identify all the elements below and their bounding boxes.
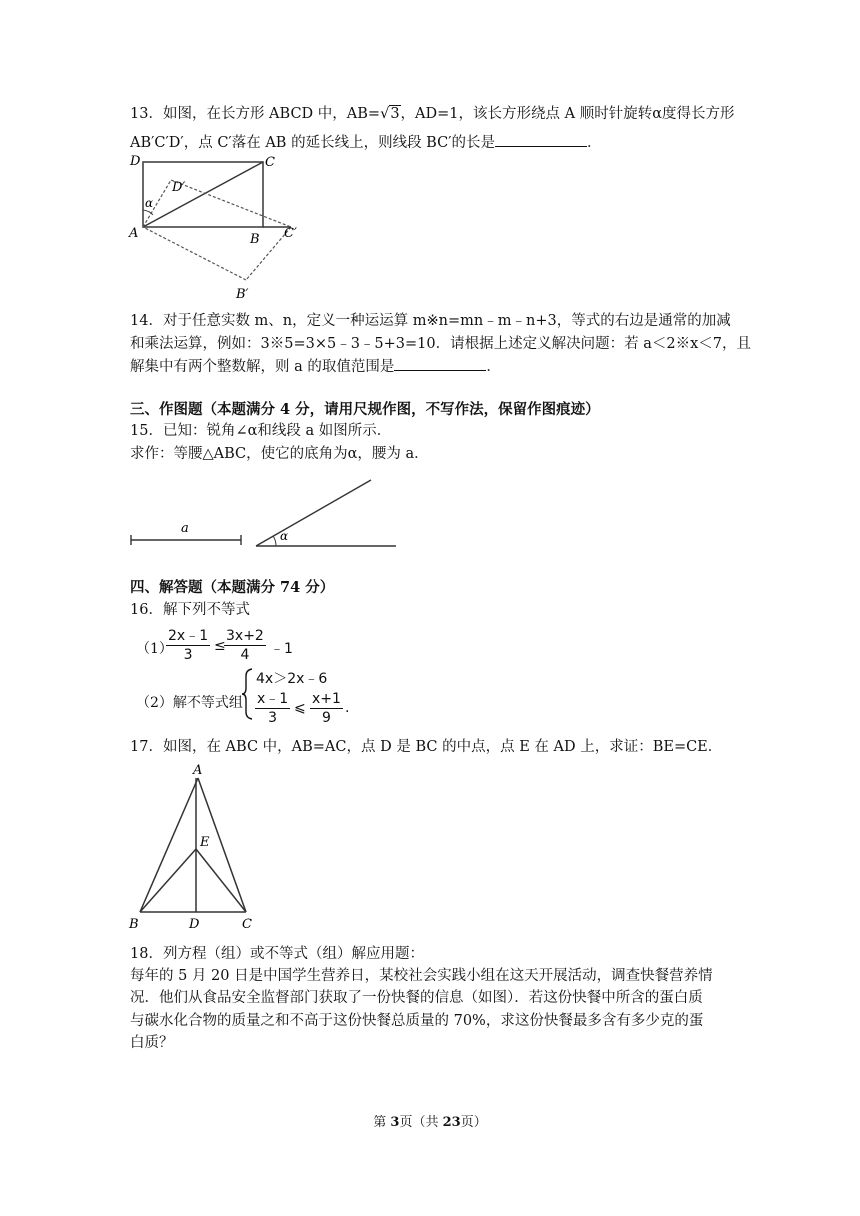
fraction-denominator: 3	[183, 647, 193, 663]
fraction-numerator: 3x+2	[226, 628, 264, 644]
q13-figure	[128, 155, 308, 305]
section-3-heading: 三、作图题（本题满分 4 分，请用尺规作图，不写作法，保留作图痕迹）	[130, 401, 600, 418]
q16-p1-fraction-left	[166, 627, 210, 664]
q18-line3: 与碳水化合物的质量之和不高于这份快餐总质量的 70%，求这份快餐最多含有多少克的蛋	[130, 1013, 704, 1029]
label-a: a	[181, 521, 189, 536]
q15-figure	[128, 470, 408, 560]
q18-line4: 白质？	[130, 1035, 174, 1051]
q16-part1-label: （1）	[136, 641, 173, 657]
q18-line2: 况．他们从食品安全监督部门获取了一份快餐的信息（如图）．若这份快餐中所含的蛋白质	[130, 990, 703, 1006]
q14-line1: 14．对于任意实数 m、n，定义一种运运算 m※n=mn﹣m﹣n+3，等式的右边是通常的加减	[130, 313, 731, 329]
label-c: C	[265, 155, 275, 170]
q14-text: 解集中有两个整数解，则 a 的取值范围是	[130, 359, 395, 375]
label-d: D	[130, 154, 141, 169]
label-d-prime: D′	[172, 180, 186, 195]
page-number: 3	[390, 1115, 400, 1130]
label-b: B	[250, 232, 260, 247]
page-footer	[0, 1111, 860, 1130]
q16-p2-fraction-right	[310, 690, 343, 727]
fraction-numerator: 2x﹣1	[168, 628, 209, 644]
fraction-denominator: 9	[322, 710, 331, 726]
q14-end: ．	[486, 359, 501, 375]
fraction-denominator: 3	[268, 710, 278, 726]
q14-line2: 和乘法运算，例如：3※5=3×5﹣3﹣5+3=10．请根据上述定义解决问题：若 a＜2※x＜7，且	[130, 336, 752, 352]
label-alpha: α	[145, 196, 154, 210]
q14-line3	[130, 356, 501, 377]
seg-dc-prime	[171, 180, 291, 227]
segment-be	[140, 849, 196, 912]
angle-arc	[273, 536, 276, 546]
q16-title: 16．解下列不等式	[130, 602, 250, 618]
label-b-prime: B′	[236, 287, 249, 302]
q17-text: 17．如图，在 ABC 中，AB=AC，点 D 是 BC 的中点，点 E 在 AD 上，求证：BE=CE．	[130, 739, 723, 755]
q13-end: ．	[586, 135, 602, 151]
page-total: 23	[442, 1115, 461, 1130]
fraction-numerator: x+1	[312, 691, 341, 707]
q13-text-c: AB′C′D′，点 C′落在 AB 的延长线上，则线段 BC′的长是	[130, 135, 495, 151]
sqrt-radicand: 3	[390, 106, 400, 122]
q13-line2	[130, 132, 601, 153]
q13-text-a: 13．如图，在长方形 ABCD 中，AB=	[130, 106, 381, 122]
label-e: E	[200, 835, 210, 850]
diagonal-ac	[143, 162, 263, 227]
q18-line1: 每年的 5 月 20 日是中国学生营养日，某校社会实践小组在这天开展活动，调查快餐营养情	[130, 968, 713, 984]
footer-pre: 第	[373, 1115, 391, 1130]
q16-p2-inequality1: 4x＞2x﹣6	[256, 671, 328, 687]
footer-post: 页）	[460, 1115, 487, 1130]
q16-p1-le-sign: ≤	[214, 638, 226, 654]
label-d: D	[189, 917, 200, 932]
system-brace	[242, 668, 254, 720]
sqrt-expression: √3	[380, 106, 400, 122]
q17-figure	[128, 762, 268, 934]
answer-blank[interactable]	[394, 356, 486, 371]
fraction-denominator: 4	[240, 647, 250, 663]
segment-ce	[196, 849, 246, 912]
label-a: A	[129, 226, 139, 241]
footer-mid: 页（共	[399, 1115, 443, 1130]
q15-line2: 求作：等腰△ABC，使它的底角为α，腰为 a．	[130, 446, 429, 462]
label-c-prime: C′	[284, 226, 297, 241]
section-4-heading: 四、解答题（本题满分 74 分）	[130, 579, 335, 596]
q16-p2-le-sign: ⩽	[294, 700, 306, 716]
q13-line1	[130, 104, 735, 124]
q16-p2-end: .	[345, 700, 350, 716]
answer-blank[interactable]	[495, 132, 587, 147]
label-c: C	[242, 917, 252, 932]
q16-p1-fraction-right	[224, 627, 266, 664]
q18-title: 18．列方程（组）或不等式（组）解应用题：	[130, 946, 424, 962]
q16-part2-label: （2）解不等式组	[136, 695, 243, 711]
label-alpha: α	[280, 529, 289, 543]
seg-ba-prime	[143, 227, 246, 280]
q15-line1: 15．已知：锐角∠α和线段 a 如图所示．	[130, 423, 392, 439]
label-b: B	[129, 917, 139, 932]
q13-text-b: ，AD=1，该长方形绕点 A 顺时针旋转α度得长方形	[400, 106, 735, 122]
side-ab	[140, 778, 198, 912]
q16-p2-fraction-left	[255, 690, 290, 727]
q16-p1-tail: ﹣1	[270, 641, 293, 657]
fraction-numerator: x﹣1	[257, 691, 289, 707]
label-a: A	[193, 763, 203, 778]
